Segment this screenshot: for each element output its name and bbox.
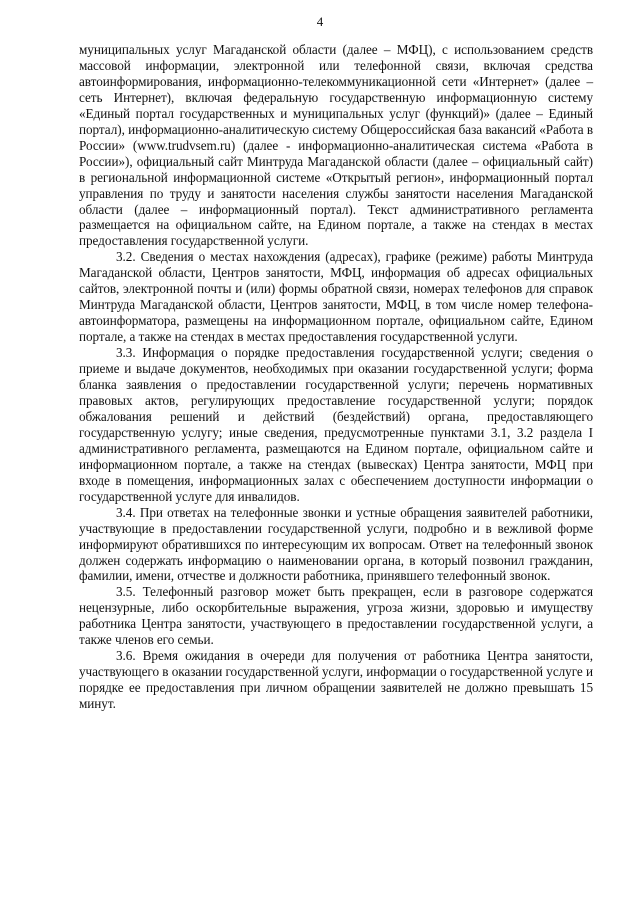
paragraph-3-5: 3.5. Телефонный разговор может быть прекращен, если в разговоре содержатся нецензурные, либо оскорбительные выражения, угроза жизни, здоровью и имуществу работника Центра занятости, участвующего в предоставлении государственной услуги, а также членов его семьи. bbox=[79, 584, 593, 648]
paragraph-3-2: 3.2. Сведения о местах нахождения (адресах), графике (режиме) работы Минтруда Магаданской области, Центров занятости, МФЦ, информация об адресах официальных сайтов, электронной почты и (или) формы обратной связи, номерах телефонов для справок Минтруда Магаданской области, Центров занятости, МФЦ, в том числе номер телефона-автоинформатора, размещены на информационном портале, официальном сайте, Едином портале, а также на стендах в местах предоставления государственной услуги. bbox=[79, 249, 593, 345]
paragraph-3-6: 3.6. Время ожидания в очереди для получения от работника Центра занятости, участвующего в оказании государственной услуги, информации о государственной услуге и порядке ее предоставления при личном обращении заявителей не должно превышать 15 минут. bbox=[79, 648, 593, 712]
paragraph-continuation: муниципальных услуг Магаданской области (далее – МФЦ), с использованием средств массовой информации, электронной или телефонной связи, включая средства автоинформирования, информационно-телекоммуникационной сети «Интернет» (далее – сеть Интернет), включая федеральную государственную информационную систему «Единый портал государственных и муниципальных услуг (функций)» (далее – Единый портал), информационно-аналитическую систему Общероссийская база вакансий «Работа в России» (www.trudvsem.ru) (далее - информационно-аналитическая система «Работа в России»), официальный сайт Минтруда Магаданской области (далее – официальный сайт) в региональной информационной системе «Открытый регион», информационный портал управления по труду и занятости населения службы занятости населения Магаданской области (далее – информационный портал). Текст административного регламента размещается на официальном сайте, на Едином портале, а также на стендах в местах предоставления государственной услуги. bbox=[79, 42, 593, 249]
paragraph-3-4: 3.4. При ответах на телефонные звонки и устные обращения заявителей работники, участвующие в предоставлении государственной услуги, подробно и в вежливой форме информируют обратившихся по интересующим их вопросам. Ответ на телефонный звонок должен содержать информацию о наименовании органа, в который позвонил гражданин, фамилии, имени, отчестве и должности работника, принявшего телефонный звонок. bbox=[79, 504, 593, 584]
page-number: 4 bbox=[316, 14, 324, 29]
document-body bbox=[79, 42, 593, 712]
paragraph-3-3: 3.3. Информация о порядке предоставления государственной услуги; сведения о приеме и выдаче документов, необходимых при оказании государственной услуги; форма бланка заявления о предоставлении государственной услуги; перечень нормативных правовых актов, регулирующих предоставление государственной услуги; порядок обжалования решений и действий (бездействий) органа, предоставляющего государственную услугу; иные сведения, предусмотренные пунктами 3.1, 3.2 раздела I административного регламента, размещаются на Едином портале, официальном сайте и информационном портале, а также на стендах (вывесках) Центра занятости, МФЦ при входе в помещения, информационных залах с обеспечением доступности информации о государственной услуге для инвалидов. bbox=[79, 345, 593, 504]
